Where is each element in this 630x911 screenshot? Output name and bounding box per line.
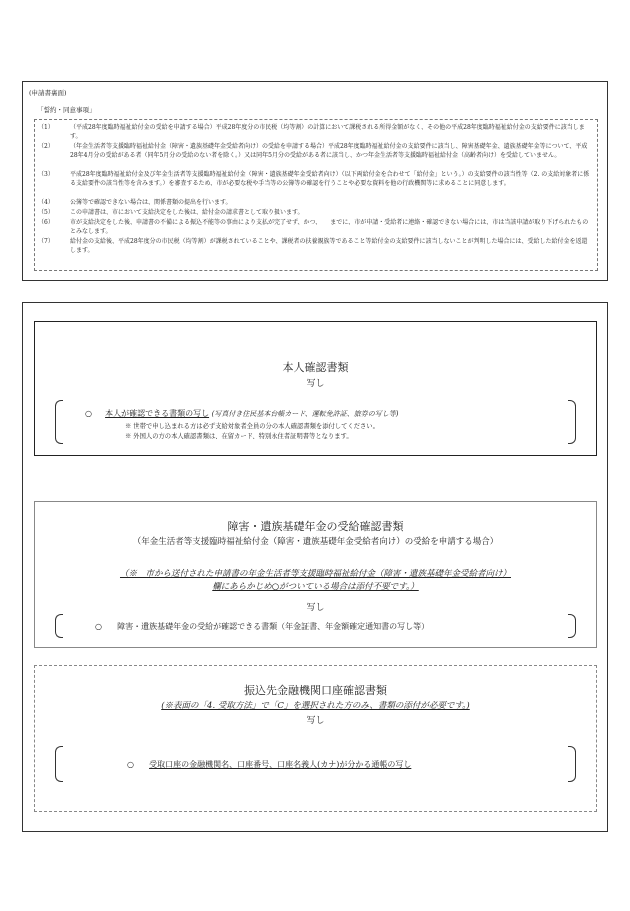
side-label: (申請書裏面) xyxy=(29,89,67,97)
bullet-circle-icon: ○ xyxy=(95,622,102,631)
pension-title: 障害・遺族基礎年金の受給確認書類 xyxy=(227,520,404,533)
pledge-item-number: （1） xyxy=(38,124,54,131)
pledge-item-number: （5） xyxy=(38,209,54,216)
right-bracket xyxy=(568,400,576,444)
pledge-item-number: （4） xyxy=(38,199,54,206)
pledge-item-text: （平成28年度臨時福祉給付金の受給を申請する場合）平成28年度分の市民税（均等割）の計算において課税される所得金額がなく、その他の平成28年度臨時福祉給付金の支給要件に該当します。 xyxy=(70,124,585,141)
pledge-item-number: （2） xyxy=(38,143,54,150)
identity-document-box xyxy=(34,321,597,456)
bank-document-line xyxy=(127,759,411,770)
left-bracket xyxy=(55,746,63,782)
identity-document-examples: (写真付き住民基本台帳カード、運転免許証、旅券の写し等) xyxy=(211,410,399,418)
identity-copy-label: 写し xyxy=(306,379,325,389)
pledge-item-text: （年金生活者等支援臨時福祉給付金（障害・遺族基礎年金受給者向け）の受給を申請する場合）平成28年度臨時福祉給付金の支給要件に該当し、障害基礎年金、遺族基礎年金等について、平成28年4月分の受給がある者（同年5月分の受給のない者を除く。）又は同年5月分の受給がある者に該当し、かつ年金生活者等支援臨時福祉給付金（高齢者向け）を受給していません。 xyxy=(70,143,588,160)
identity-title: 本人確認書類 xyxy=(282,361,349,374)
pension-document-line xyxy=(95,621,429,632)
attachments-frame xyxy=(22,302,608,832)
pension-document-label: 障害・遺族基礎年金の受給が確認できる書類（年金証書、年金額確定通知書の写し等） xyxy=(117,622,430,631)
pension-copy-label: 写し xyxy=(306,603,325,613)
left-bracket xyxy=(55,614,63,638)
bank-document-label: 受取口座の金融機関名、口座番号、口座名義人(カナ)が分かる通帳の写し xyxy=(149,760,412,769)
bank-note: (※表面の「4. 受取方法」で「C」を選択された方のみ、書類の添付が必要です。) xyxy=(161,701,470,711)
pension-document-box xyxy=(34,501,597,648)
pledge-item-text: 平成28年度臨時福祉給付金及び年金生活者等支援臨時福祉給付金（障害・遺族基礎年金受給者向け）（以下両給付金を合わせて「給付金」という。）の支給要件の該当性等（2. の支給対象者に係る支給要件の該当性等を含みます。）を審査するため、市が必要な税や手当等の公簿等の確認を行うことや必要な資料を他の行政機関等に求めることに同意します。 xyxy=(70,171,590,188)
identity-note-foreigner: ※ 外国人の方の本人確認書類は、在留カード、特別永住者証明書等となります。 xyxy=(125,433,353,440)
pension-note-line2: 欄にあらかじめ○がついている場合は添付不要です。） xyxy=(212,582,419,592)
bullet-circle-icon: ○ xyxy=(85,409,92,418)
right-bracket xyxy=(568,746,576,782)
bank-document-box xyxy=(34,665,597,812)
identity-note-household: ※ 世帯で申し込まれる方は必ず支給対象者全員の分の本人確認書類を添付してください。 xyxy=(125,423,379,430)
left-bracket xyxy=(55,400,63,444)
pension-note-line1: （※ 市から送付された申請書の年金生活者等支援臨時福祉給付金（障害・遺族基礎年金受給者向け） xyxy=(119,569,511,579)
identity-document-line xyxy=(85,408,398,419)
pension-subtitle: （年金生活者等支援臨時福祉給付金（障害・遺族基礎年金受給者向け）の受給を申請する場合） xyxy=(132,537,499,547)
pledge-item-text: 市が支給決定をした後、申請書の不備による振込不能等の事由により支払が完了せず、かつ、 までに、市が申請・受給者に連絡・確認できない場合には、市は当該申請が取り下げられたものとみなします。 xyxy=(70,219,589,236)
pledge-item-number: （3） xyxy=(38,171,54,178)
bank-title: 振込先金融機関口座確認書類 xyxy=(244,684,387,697)
pledge-item-number: （7） xyxy=(38,238,54,245)
pledge-items-box xyxy=(34,119,598,271)
pledge-panel xyxy=(22,81,608,281)
pledge-item-text: この申請書は、市において支給決定をした後は、給付金の請求書として取り扱います。 xyxy=(70,209,304,216)
identity-document-label: 本人が確認できる書類の写し xyxy=(105,409,210,418)
pledge-item-text: 公簿等で確認できない場合は、関係書類の提出を行います。 xyxy=(70,199,232,206)
pledge-item-text: 給付金の支給後、平成28年度分の市民税（均等割）が課税されていることや、課税者の扶養親族等であること等給付金の支給要件に該当しないことが判明した場合には、受給した給付金を返還します。 xyxy=(70,238,588,255)
bullet-circle-icon: ○ xyxy=(127,760,134,769)
pledge-heading: 「誓約・同意事項」 xyxy=(37,106,96,114)
bank-copy-label: 写し xyxy=(306,716,325,726)
right-bracket xyxy=(568,614,576,638)
pledge-item-number: （6） xyxy=(38,219,54,226)
